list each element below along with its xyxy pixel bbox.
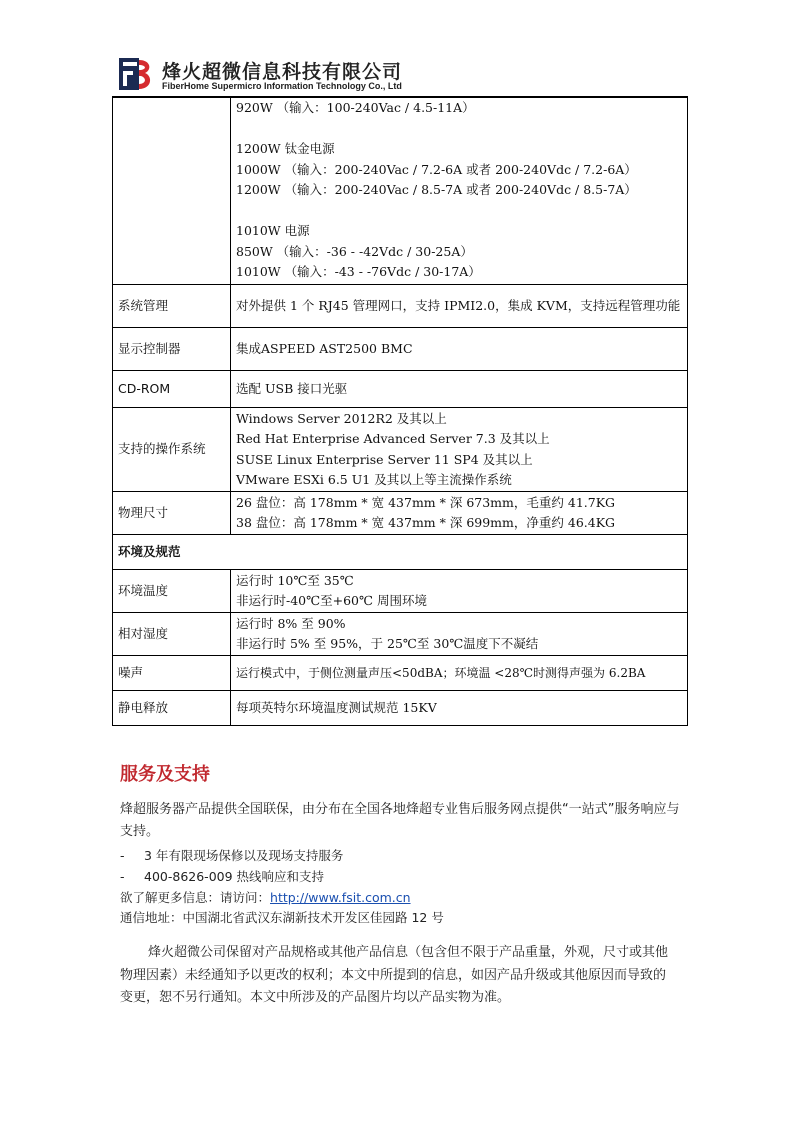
- table-row-temp: [113, 570, 688, 613]
- humidity-value: [231, 613, 688, 656]
- humidity-line-1: 运行时 8% 至 90%: [236, 615, 346, 631]
- size-line-2: 38 盘位：高 178mm * 宽 437mm * 深 699mm，净重约 46.4KG: [236, 515, 616, 530]
- temp-line-1: 运行时 10℃至 35℃: [236, 572, 354, 588]
- more-info-label: 欲了解更多信息：请访问：: [120, 890, 271, 905]
- table-row-esd: [113, 691, 688, 726]
- power-line-8: 850W （输入：-36 - -42Vdc / 30-25A）: [236, 243, 473, 259]
- disclaimer-text: 烽火超微公司保留对产品规格或其他产品信息（包含但不限于产品重量，外观，尺寸或其他物理因素）未经通知予以更改的权利；本文中所提到的信息，如因产品升级或其他原因而导致的变更，恕不另行通知。本文中所涉及的产品图片均以产品实物为准。: [120, 945, 669, 1005]
- temp-value: [231, 570, 688, 613]
- mgmt-label: 系统管理: [113, 285, 231, 328]
- power-spacer-1: [236, 119, 682, 140]
- spec-table: [112, 97, 688, 726]
- esd-value: 每项英特尔环境温度测试规范 15KV: [231, 691, 688, 726]
- table-row-os: [113, 408, 688, 492]
- service-intro: 烽超服务器产品提供全国联保，由分布在全国各地烽超专业售后服务网点提供“一站式”服务响应与支持。: [120, 802, 680, 839]
- table-row-cdrom: [113, 371, 688, 408]
- size-line-1: 26 盘位：高 178mm * 宽 437mm * 深 673mm，毛重约 41.7KG: [236, 494, 616, 510]
- humidity-label: 相对湿度: [113, 613, 231, 656]
- power-line-9: 1010W （输入：-43 - -76Vdc / 30-17A）: [236, 264, 481, 279]
- os-line-2: Red Hat Enterprise Advanced Server 7.3 及其以上: [236, 431, 550, 446]
- os-line-1: Windows Server 2012R2 及其以上: [236, 410, 447, 426]
- env-section-heading: 环境及规范: [113, 535, 688, 570]
- power-value-cell: [231, 98, 688, 285]
- display-label: 显示控制器: [113, 328, 231, 371]
- humidity-line-2: 非运行时 5% 至 95%，于 25℃至 30℃温度下不凝结: [236, 636, 539, 651]
- power-label-cell: [113, 98, 231, 285]
- table-row-size: [113, 492, 688, 535]
- company-name-en: FiberHome Supermicro Information Technology Co., Ltd: [162, 81, 402, 91]
- service-section-title: 服务及支持: [120, 764, 210, 785]
- power-line-7: 1010W 电源: [236, 223, 310, 238]
- display-value: 集成ASPEED AST2500 BMC: [231, 328, 688, 371]
- table-row-power: [113, 98, 688, 285]
- table-row-noise: [113, 656, 688, 691]
- os-value: [231, 408, 688, 492]
- table-row-display: [113, 328, 688, 371]
- cdrom-label: CD-ROM: [113, 371, 231, 408]
- power-line-1: 920W （输入：100-240Vac / 4.5-11A）: [236, 100, 475, 115]
- os-line-3: SUSE Linux Enterprise Server 11 SP4 及其以上: [236, 451, 533, 467]
- list-item: [120, 846, 343, 864]
- bullet-dash: -: [120, 848, 125, 863]
- address-line: 通信地址：中国湖北省武汉东湖新技术开发区佳园路 12 号: [120, 910, 444, 925]
- os-line-4: VMware ESXi 6.5 U1 及其以上等主流操作系统: [236, 472, 512, 487]
- noise-value: 运行模式中，于侧位测量声压<50dBA；环境温 <28℃时测得声强为 6.2BA: [231, 656, 688, 691]
- table-row-humidity: [113, 613, 688, 656]
- temp-line-2: 非运行时-40℃至+60℃ 周围环境: [236, 593, 427, 608]
- size-label: 物理尺寸: [113, 492, 231, 535]
- esd-label: 静电释放: [113, 691, 231, 726]
- cdrom-value: 选配 USB 接口光驱: [231, 371, 688, 408]
- power-line-3: 1200W 钛金电源: [236, 141, 335, 156]
- mgmt-value: 对外提供 1 个 RJ45 管理网口，支持 IPMI2.0，集成 KVM，支持远程管理功能: [231, 285, 688, 328]
- power-line-5: 1200W （输入：200-240Vac / 8.5-7A 或者 200-240Vdc / 8.5-7A）: [236, 182, 637, 197]
- fiberhome-logo-icon: [118, 56, 154, 92]
- list-item: [120, 867, 324, 885]
- power-spacer-2: [236, 201, 682, 222]
- bullet-dash: -: [120, 869, 125, 884]
- page-header: [118, 54, 418, 98]
- bullet-warranty: 3 年有限现场保修以及现场支持服务: [144, 848, 344, 863]
- size-value: [231, 492, 688, 535]
- bullet-hotline: 400-8626-009 热线响应和支持: [144, 869, 325, 884]
- table-row-mgmt: [113, 285, 688, 328]
- company-name-cn: 烽火超微信息科技有限公司: [162, 61, 403, 83]
- temp-label: 环境温度: [113, 570, 231, 613]
- noise-label: 噪声: [113, 656, 231, 691]
- website-link[interactable]: http://www.fsit.com.cn: [270, 890, 411, 905]
- more-info-line: [120, 888, 411, 906]
- os-label: 支持的操作系统: [113, 408, 231, 492]
- power-line-4: 1000W （输入：200-240Vac / 7.2-6A 或者 200-240Vdc / 7.2-6A）: [236, 161, 637, 177]
- table-row-env-section: [113, 535, 688, 570]
